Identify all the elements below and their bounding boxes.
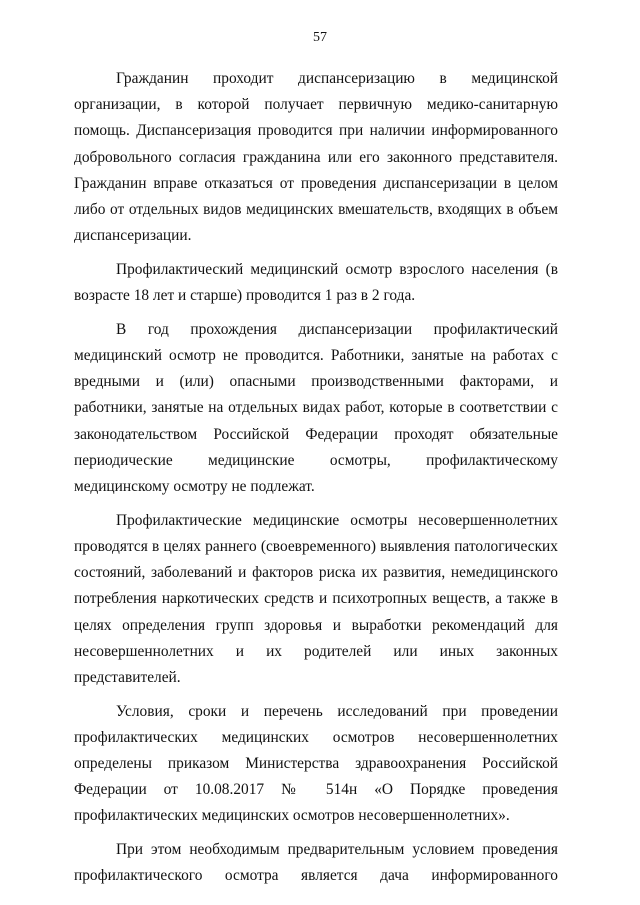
paragraph-adult-checkup-frequency: Профилактический медицинский осмотр взрослого населения (в возрасте 18 лет и старше) проводится 1 раз в 2 года. (74, 260, 558, 305)
paragraph-precondition: При этом необходимым предварительным условием проведения профилактического осмотра является дача информированного (74, 841, 558, 885)
page-number: 57 (313, 30, 327, 45)
paragraph-minors-checkup-goals: Профилактические медицинские осмотры несовершеннолетних проводятся в целях раннего (своевременного) выявления патологических состояний, заболеваний и факторов риска их развития, немедицинского потребления наркотических средств и психотропных веществ, а также в целях определения групп здоровья и выработки рекомендаций для несовершеннолетних и их родителей или иных законных представителей. (74, 511, 558, 686)
paragraph-workers-exemption: В год прохождения диспансеризации профилактический медицинский осмотр не проводится. Работники, занятые на работах с вредными и (или) опасными производственными факторами, и работники, занятые на отдельных видах работ, которые в соответствии с законодательством Российской Федерации проходят обязательные периодические медицинские осмотры, профилактическому медицинскому осмотру не подлежат. (74, 320, 558, 496)
paragraph-screening-consent: Гражданин проходит диспансеризацию в медицинской организации, в которой получает первичную медико-санитарную помощь. Диспансеризация проводится при наличии информированного добровольного согласия гражданина или его законного представителя. Гражданин вправе отказаться от проведения диспансеризации в целом либо от отдельных видов медицинских вмешательств, входящих в объем диспансеризации. (74, 70, 558, 245)
document-body (74, 66, 558, 890)
paragraph-minors-checkup-order: Условия, сроки и перечень исследований при проведении профилактических медицинских осмотров несовершеннолетних определены приказом Министерства здравоохранения Российской Федерации от 10.08.2017 № 514н «О Порядке проведения профилактических медицинских осмотров несовершеннолетних». (74, 702, 558, 825)
